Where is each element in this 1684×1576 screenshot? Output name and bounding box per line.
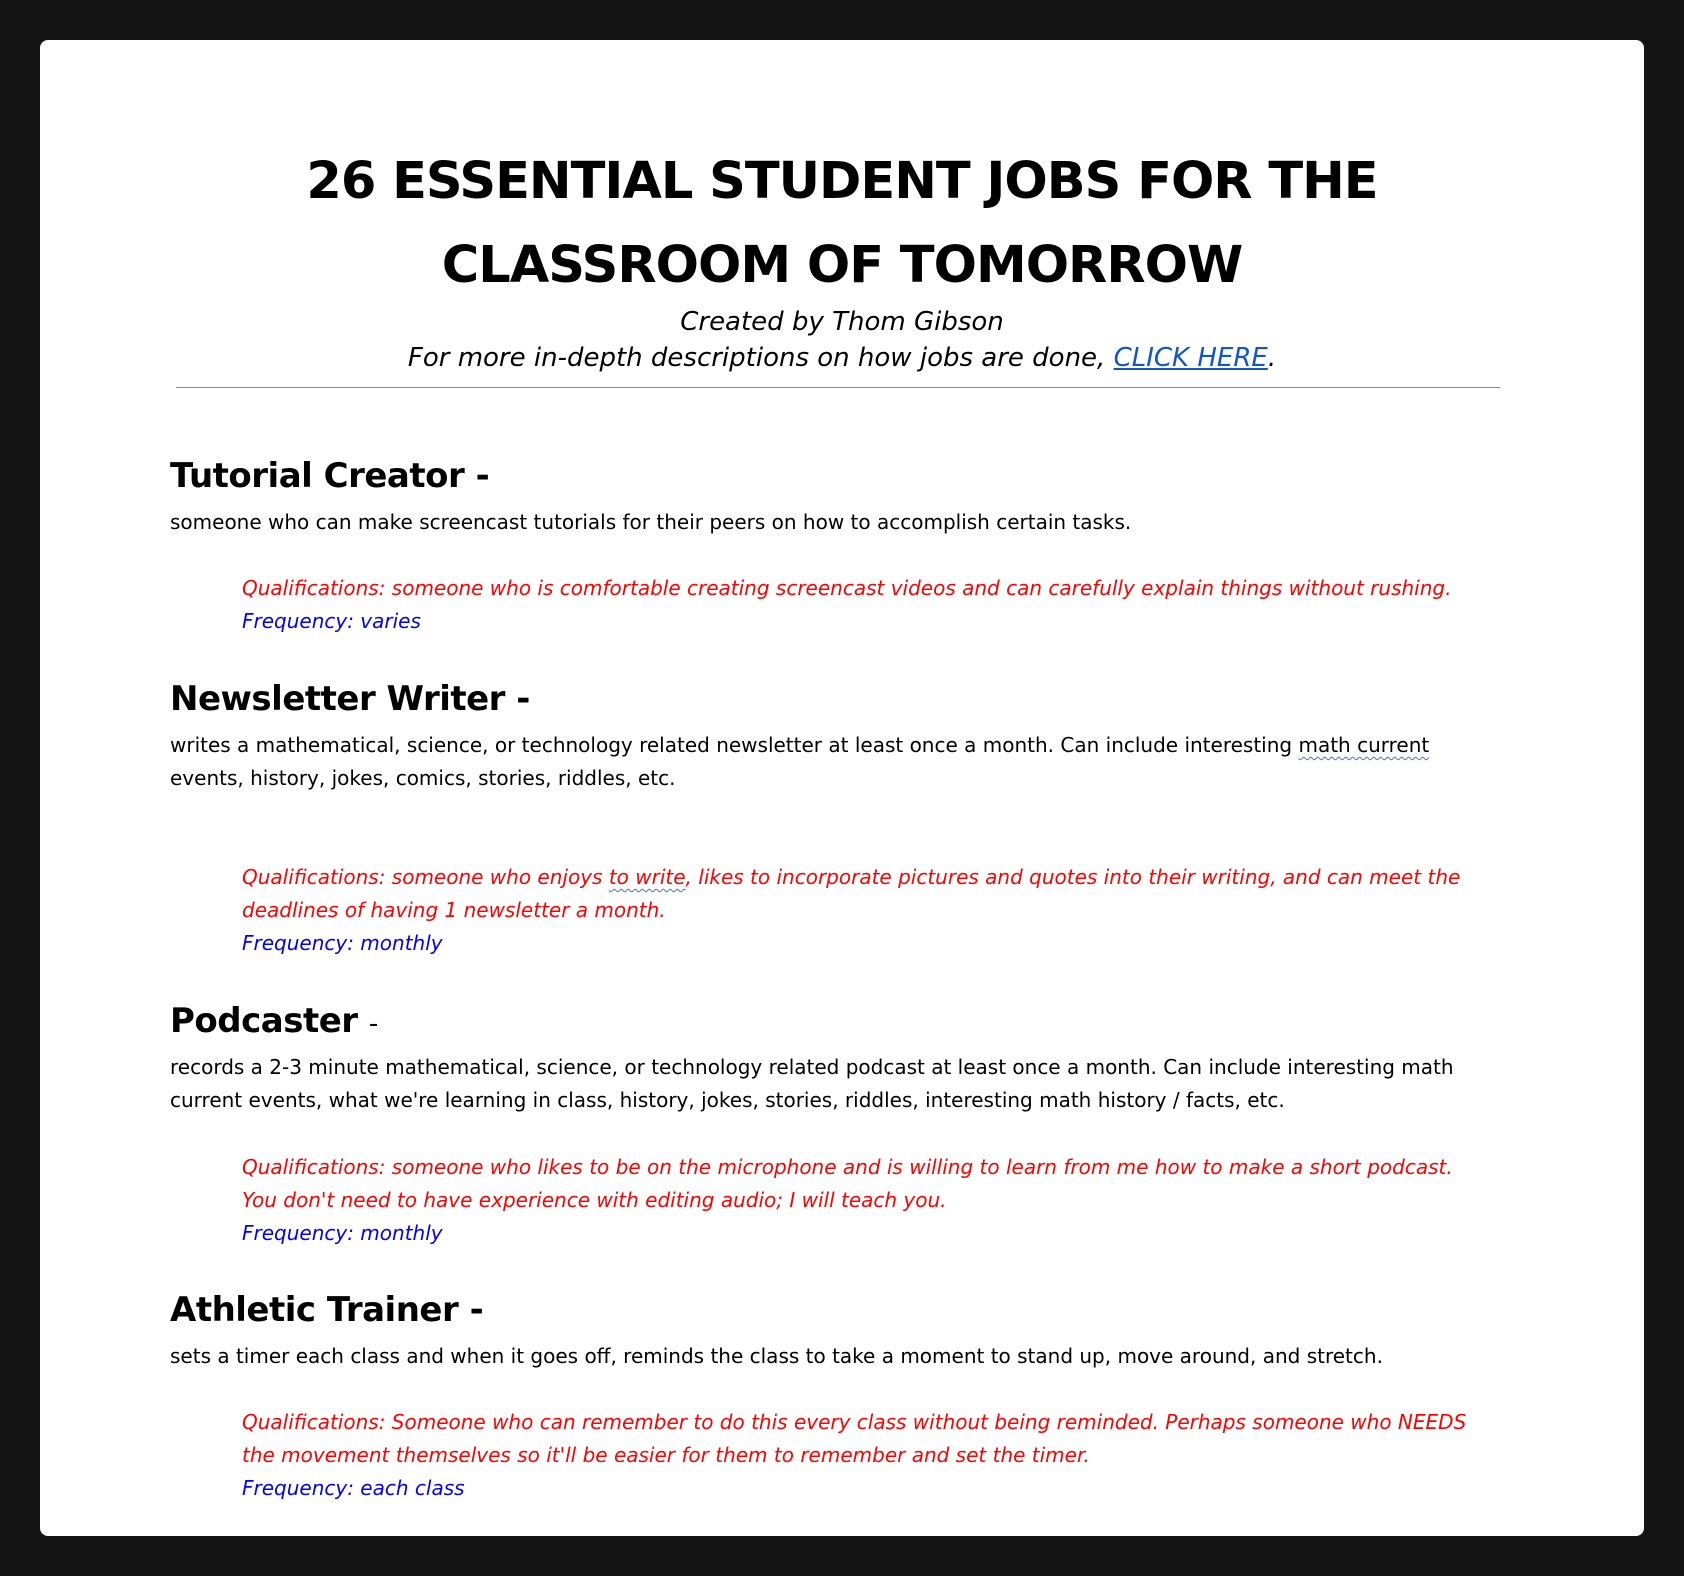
qualifications-text: Qualifications: Someone who can remember to do this every class without being reminded. Perhaps someone who NEEDS [242,1410,1467,1434]
job-title-text: Athletic Trainer [170,1290,459,1330]
spellcheck-underline-to-write[interactable]: to write [608,865,686,889]
job-qualifications-athletic-trainer [242,1406,1542,1472]
spellcheck-underline-math-current[interactable]: math current [1298,733,1430,757]
job-title-text: Newsletter Writer [170,679,505,719]
title-line-1: 26 ESSENTIAL STUDENT JOBS FOR THE [306,152,1378,211]
job-frequency-tutorial-creator: Frequency: varies [242,609,421,633]
job-qualifications-newsletter-writer [242,861,1542,927]
qualifications-text: deadlines of having 1 newsletter a month. [242,898,666,922]
job-title-newsletter-writer [170,675,530,723]
qualifications-text: , likes to incorporate pictures and quotes into their writing, and can meet the [685,865,1461,889]
job-qualifications-tutorial-creator [242,572,1542,605]
job-description-newsletter-writer [170,729,1540,795]
job-title-podcaster [170,997,378,1048]
job-title-text: Podcaster [170,1001,358,1041]
description-text: records a 2-3 minute mathematical, science, or technology related podcast at least once a month. Can include interesting math [170,1055,1454,1079]
job-title-athletic-trainer [170,1286,483,1334]
more-info-text: For more in-depth descriptions on how jobs are done, [407,343,1114,373]
qualifications-text: You don't need to have experience with editing audio; I will teach you. [242,1188,947,1212]
job-title-dash: - [368,1009,378,1039]
job-qualifications-podcaster [242,1151,1542,1217]
document-page [40,40,1644,1536]
job-frequency-newsletter-writer: Frequency: monthly [242,931,443,955]
description-text: events, history, jokes, comics, stories, riddles, etc. [170,766,676,790]
more-info-period: . [1267,343,1277,373]
job-frequency-podcaster: Frequency: monthly [242,1221,443,1245]
click-here-link[interactable]: CLICK HERE [1113,343,1268,373]
job-description-athletic-trainer: sets a timer each class and when it goes off, reminds the class to take a moment to stand up, move around, and stretch. [170,1344,1383,1368]
qualifications-text: Qualifications: someone who likes to be on the microphone and is willing to learn from me how to make a short podcast. [242,1155,1453,1179]
more-info-line [40,340,1644,376]
description-text: writes a mathematical, science, or technology related newsletter at least once a month. Can include interesting [170,733,1299,757]
job-title-tutorial-creator [170,452,489,500]
job-title-dash: - [516,679,530,719]
job-frequency-athletic-trainer: Frequency: each class [242,1476,465,1500]
author-credit: Created by Thom Gibson [680,307,1004,337]
title-line-2: CLASSROOM OF TOMORROW [441,236,1243,295]
job-title-dash: - [475,456,490,496]
qualifications-text: the movement themselves so it'll be easier for them to remember and set the timer. [242,1443,1090,1467]
job-title-text: Tutorial Creator [170,456,465,496]
horizontal-divider [176,387,1500,388]
job-description-tutorial-creator: someone who can make screencast tutorials for their peers on how to accomplish certain tasks. [170,510,1132,534]
description-text: current events, what we're learning in class, history, jokes, stories, riddles, interesting math history / facts, etc. [170,1088,1285,1112]
job-title-dash: - [469,1290,484,1330]
job-description-podcaster [170,1051,1540,1117]
qualifications-text: Qualifications: someone who enjoys [242,865,609,889]
document-title [40,140,1644,308]
qualifications-line: Qualifications: someone who is comfortable creating screencast videos and can carefully explain things without rushing. [242,576,1452,600]
